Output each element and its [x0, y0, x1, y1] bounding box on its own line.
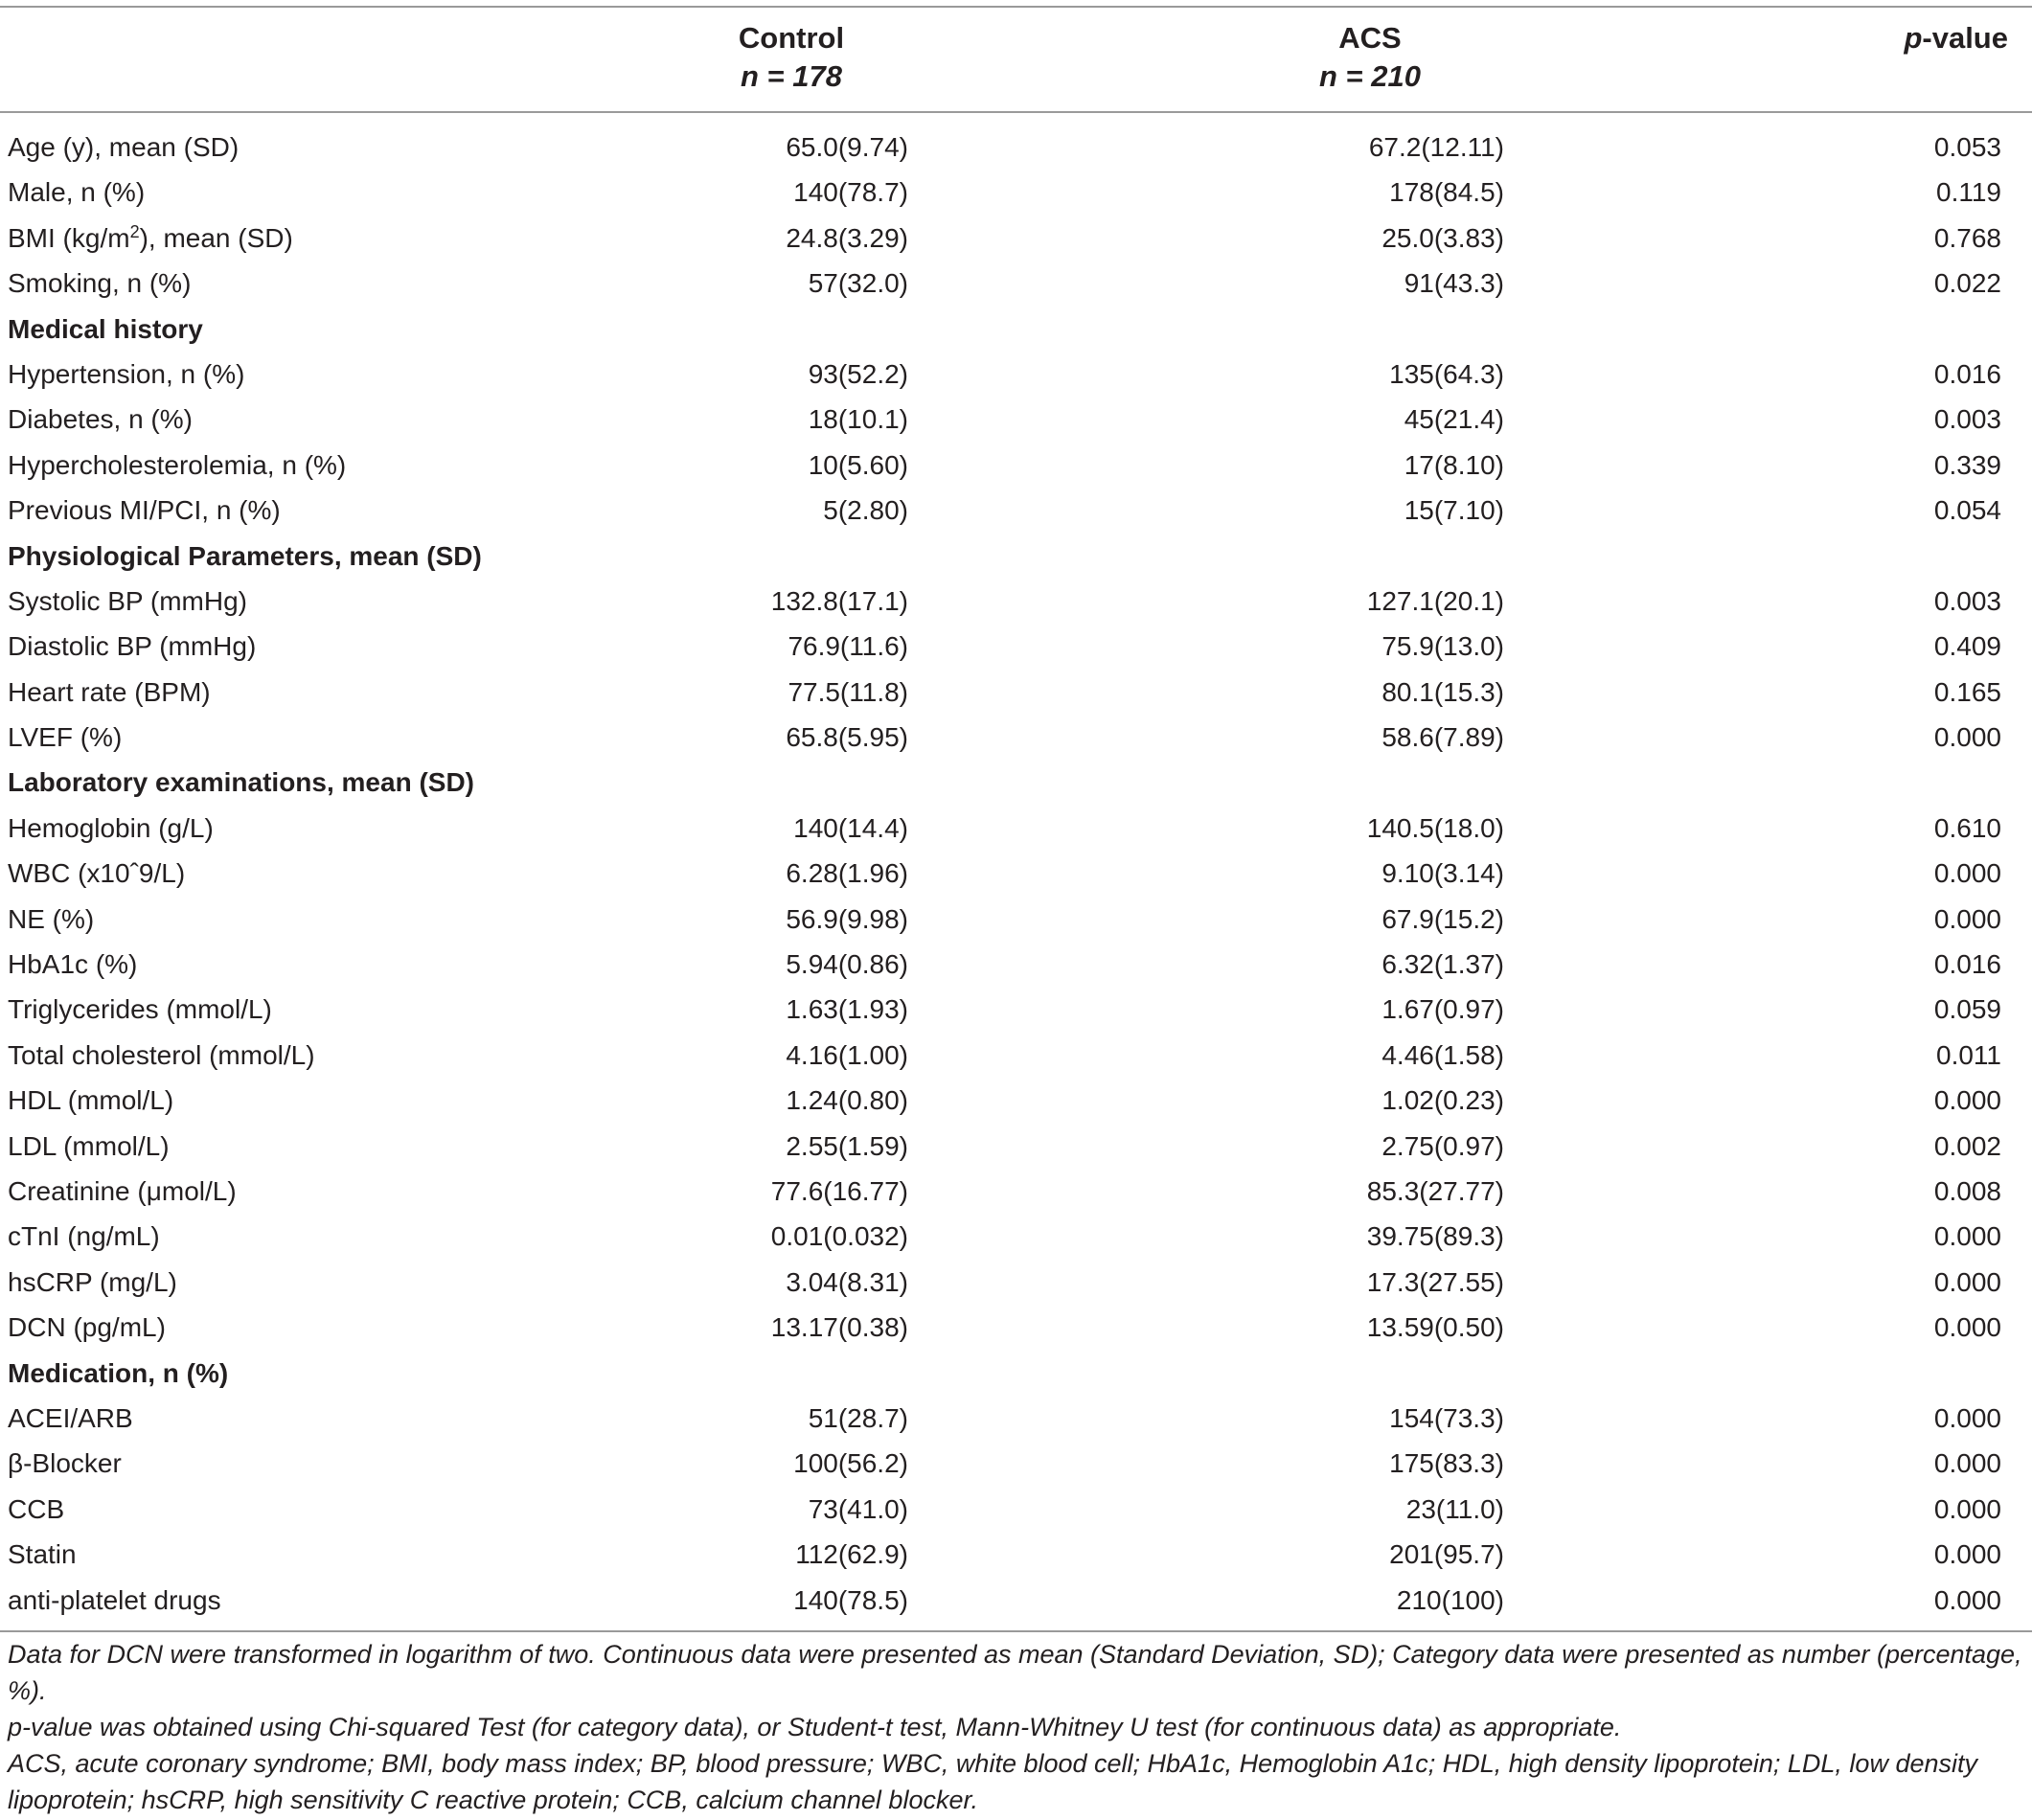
table-body [0, 125, 2032, 1623]
column-header-acs [1284, 19, 1456, 96]
acs-value: 15(7.10) [1404, 495, 1504, 526]
row-label: Age (y), mean (SD) [8, 132, 240, 162]
p-value: 0.000 [1933, 1085, 2001, 1116]
control-value: 5.94(0.86) [786, 949, 908, 980]
acs-value: 154(73.3) [1389, 1402, 1504, 1433]
acs-value: 1.67(0.97) [1381, 994, 1504, 1025]
control-value: 24.8(3.29) [786, 222, 908, 253]
acs-value: 45(21.4) [1404, 404, 1504, 435]
acs-value: 23(11.0) [1405, 1493, 1504, 1524]
p-value: 0.059 [1933, 994, 2001, 1025]
control-value: 112(62.9) [795, 1539, 908, 1570]
acs-value: 210(100) [1396, 1584, 1504, 1615]
row-label-superscript: 2 [129, 221, 140, 241]
control-value: 93(52.2) [808, 358, 908, 389]
control-value: 6.28(1.96) [786, 858, 908, 889]
column-header-pvalue [1849, 19, 2008, 57]
p-value: 0.016 [1933, 358, 2001, 389]
table-row [0, 1578, 2032, 1623]
column-header-control-title: Control [738, 21, 845, 55]
table-row [0, 1214, 2032, 1259]
row-label: Statin [8, 1539, 77, 1570]
table-row [0, 1396, 2032, 1441]
row-label: Smoking, n (%) [8, 268, 192, 299]
p-value: 0.002 [1933, 1130, 2001, 1161]
section-header-row [0, 1351, 2032, 1396]
row-label: Total cholesterol (mmol/L) [8, 1039, 315, 1070]
row-label: Creatinine (μmol/L) [8, 1175, 237, 1206]
row-label: HbA1c (%) [8, 949, 138, 980]
acs-value: 9.10(3.14) [1381, 858, 1504, 889]
acs-value: 75.9(13.0) [1381, 631, 1504, 662]
table-row [0, 170, 2032, 215]
control-value: 18(10.1) [808, 404, 908, 435]
control-value: 73(41.0) [808, 1493, 908, 1524]
table-row [0, 488, 2032, 533]
acs-value: 80.1(15.3) [1381, 676, 1504, 707]
row-label: LVEF (%) [8, 722, 123, 753]
table-row [0, 897, 2032, 942]
column-header-pvalue-italic: p [1904, 21, 1923, 55]
table-row [0, 443, 2032, 488]
table-row [0, 1305, 2032, 1350]
control-value: 51(28.7) [808, 1402, 908, 1433]
section-label: Medical history [8, 313, 203, 344]
table-row [0, 352, 2032, 397]
table-row [0, 1078, 2032, 1123]
table-row [0, 1441, 2032, 1486]
row-label: cTnI (ng/mL) [8, 1221, 160, 1252]
table-bottom-rule [0, 1630, 2032, 1632]
acs-value: 58.6(7.89) [1381, 722, 1504, 753]
control-value: 2.55(1.59) [786, 1130, 908, 1161]
acs-value: 175(83.3) [1389, 1448, 1504, 1479]
acs-value: 127.1(20.1) [1366, 585, 1504, 616]
acs-value: 39.75(89.3) [1366, 1221, 1504, 1252]
p-value: 0.003 [1933, 404, 2001, 435]
control-value: 77.5(11.8) [788, 676, 908, 707]
control-value: 100(56.2) [793, 1448, 908, 1479]
row-label: NE (%) [8, 903, 95, 934]
control-value: 132.8(17.1) [770, 585, 908, 616]
control-value: 65.0(9.74) [786, 132, 908, 162]
section-label: Laboratory examinations, mean (SD) [8, 767, 475, 798]
acs-value: 85.3(27.77) [1366, 1175, 1504, 1206]
row-label: HDL (mmol/L) [8, 1085, 174, 1116]
p-value: 0.022 [1933, 268, 2001, 299]
p-value: 0.768 [1933, 222, 2001, 253]
acs-value: 140.5(18.0) [1366, 812, 1504, 843]
table-header-rule [0, 111, 2032, 113]
table-row [0, 216, 2032, 261]
section-label: Physiological Parameters, mean (SD) [8, 540, 482, 571]
table-top-rule [0, 6, 2032, 8]
p-value: 0.000 [1933, 1584, 2001, 1615]
table-row [0, 125, 2032, 170]
acs-value: 25.0(3.83) [1381, 222, 1504, 253]
p-value: 0.011 [1936, 1039, 2001, 1070]
row-label: CCB [8, 1493, 65, 1524]
table-row [0, 397, 2032, 442]
control-value: 13.17(0.38) [770, 1312, 908, 1343]
acs-value: 13.59(0.50) [1366, 1312, 1504, 1343]
p-value: 0.054 [1933, 495, 2001, 526]
row-label: Hemoglobin (g/L) [8, 812, 214, 843]
row-label: hsCRP (mg/L) [8, 1266, 177, 1297]
column-header-acs-n: n = 210 [1319, 59, 1421, 93]
control-value: 57(32.0) [808, 268, 908, 299]
acs-value: 17.3(27.55) [1366, 1266, 1504, 1297]
p-value: 0.000 [1933, 722, 2001, 753]
row-label: Male, n (%) [8, 177, 146, 208]
acs-value: 67.9(15.2) [1381, 903, 1504, 934]
p-value: 0.000 [1933, 1312, 2001, 1343]
table-row [0, 261, 2032, 306]
control-value: 56.9(9.98) [786, 903, 908, 934]
row-label: Diabetes, n (%) [8, 404, 193, 435]
table-row [0, 1033, 2032, 1078]
table-row [0, 806, 2032, 851]
control-value: 140(78.7) [793, 177, 908, 208]
table-row [0, 942, 2032, 987]
footnote-pvalue-method: p-value was obtained using Chi-squared Test (for category data), or Student-t test, Mann-Whitney U test (for continuous data) as appropriate. [8, 1713, 1622, 1741]
p-value: 0.000 [1933, 1402, 2001, 1433]
table-row [0, 715, 2032, 760]
acs-value: 91(43.3) [1404, 268, 1504, 299]
acs-value: 201(95.7) [1389, 1539, 1504, 1570]
p-value: 0.016 [1933, 949, 2001, 980]
table-row [0, 1260, 2032, 1305]
table-row [0, 670, 2032, 715]
footnote-data-transform: Data for DCN were transformed in logarithm of two. Continuous data were presented as mean (Standard Deviation, SD); Category data were presented as number (percentage, %). [8, 1640, 2022, 1705]
p-value: 0.000 [1933, 903, 2001, 934]
acs-value: 1.02(0.23) [1381, 1085, 1504, 1116]
table-row [0, 1487, 2032, 1532]
acs-value: 4.46(1.58) [1381, 1039, 1504, 1070]
table-row [0, 851, 2032, 896]
p-value: 0.053 [1933, 132, 2001, 162]
acs-value: 6.32(1.37) [1381, 949, 1504, 980]
control-value: 140(14.4) [793, 812, 908, 843]
table-footnotes [8, 1636, 2024, 1818]
table-row [0, 624, 2032, 669]
section-label: Medication, n (%) [8, 1357, 229, 1388]
p-value: 0.003 [1933, 585, 2001, 616]
row-label: ACEI/ARB [8, 1402, 133, 1433]
row-label-pre: BMI (kg/m [8, 222, 130, 253]
acs-value: 17(8.10) [1404, 449, 1504, 480]
row-label [8, 216, 293, 261]
control-value: 1.63(1.93) [786, 994, 908, 1025]
p-value: 0.165 [1933, 676, 2001, 707]
control-value: 1.24(0.80) [786, 1085, 908, 1116]
table-row [0, 1169, 2032, 1214]
acs-value: 178(84.5) [1389, 177, 1504, 208]
row-label: Heart rate (BPM) [8, 676, 211, 707]
section-header-row [0, 760, 2032, 805]
acs-value: 135(64.3) [1389, 358, 1504, 389]
control-value: 5(2.80) [823, 495, 908, 526]
p-value: 0.339 [1933, 449, 2001, 480]
control-value: 65.8(5.95) [786, 722, 908, 753]
row-label: DCN (pg/mL) [8, 1312, 166, 1343]
table-header [0, 19, 2032, 105]
table-row [0, 1124, 2032, 1169]
control-value: 4.16(1.00) [786, 1039, 908, 1070]
table-row [0, 1532, 2032, 1577]
row-label: LDL (mmol/L) [8, 1130, 170, 1161]
p-value: 0.000 [1933, 858, 2001, 889]
p-value: 0.610 [1933, 812, 2001, 843]
control-value: 3.04(8.31) [786, 1266, 908, 1297]
control-value: 76.9(11.6) [788, 631, 908, 662]
p-value: 0.000 [1933, 1266, 2001, 1297]
control-value: 77.6(16.77) [770, 1175, 908, 1206]
control-value: 0.01(0.032) [770, 1221, 908, 1252]
column-header-pvalue-rest: -value [1922, 21, 2008, 55]
p-value: 0.119 [1936, 177, 2001, 208]
row-label: WBC (x10ˆ9/L) [8, 858, 186, 889]
control-value: 140(78.5) [793, 1584, 908, 1615]
column-header-control-n: n = 178 [741, 59, 842, 93]
p-value: 0.008 [1933, 1175, 2001, 1206]
row-label: Triglycerides (mmol/L) [8, 994, 272, 1025]
acs-value: 2.75(0.97) [1381, 1130, 1504, 1161]
row-label: β-Blocker [8, 1448, 122, 1479]
row-label: anti-platelet drugs [8, 1584, 221, 1615]
row-label-post: ), mean (SD) [139, 222, 293, 253]
control-value: 10(5.60) [808, 449, 908, 480]
p-value: 0.000 [1933, 1493, 2001, 1524]
row-label: Previous MI/PCI, n (%) [8, 495, 281, 526]
p-value: 0.000 [1933, 1221, 2001, 1252]
section-header-row [0, 307, 2032, 352]
p-value: 0.000 [1933, 1539, 2001, 1570]
column-header-acs-title: ACS [1338, 21, 1402, 55]
acs-value: 67.2(12.11) [1368, 132, 1504, 162]
table-row [0, 987, 2032, 1032]
footnote-abbreviations: ACS, acute coronary syndrome; BMI, body mass index; BP, blood pressure; WBC, white blood cell; HbA1c, Hemoglobin A1c; HDL, high density lipoprotein; LDL, low density lipoprotein; hsCRP, high sensitivity C reactive protein; CCB, calcium channel blocker. [8, 1749, 1977, 1814]
row-label: Hypercholesterolemia, n (%) [8, 449, 347, 480]
row-label: Diastolic BP (mmHg) [8, 631, 257, 662]
column-header-control [705, 19, 878, 96]
row-label: Hypertension, n (%) [8, 358, 245, 389]
section-header-row [0, 534, 2032, 579]
table-row [0, 579, 2032, 624]
p-value: 0.409 [1933, 631, 2001, 662]
p-value: 0.000 [1933, 1448, 2001, 1479]
row-label: Systolic BP (mmHg) [8, 585, 247, 616]
